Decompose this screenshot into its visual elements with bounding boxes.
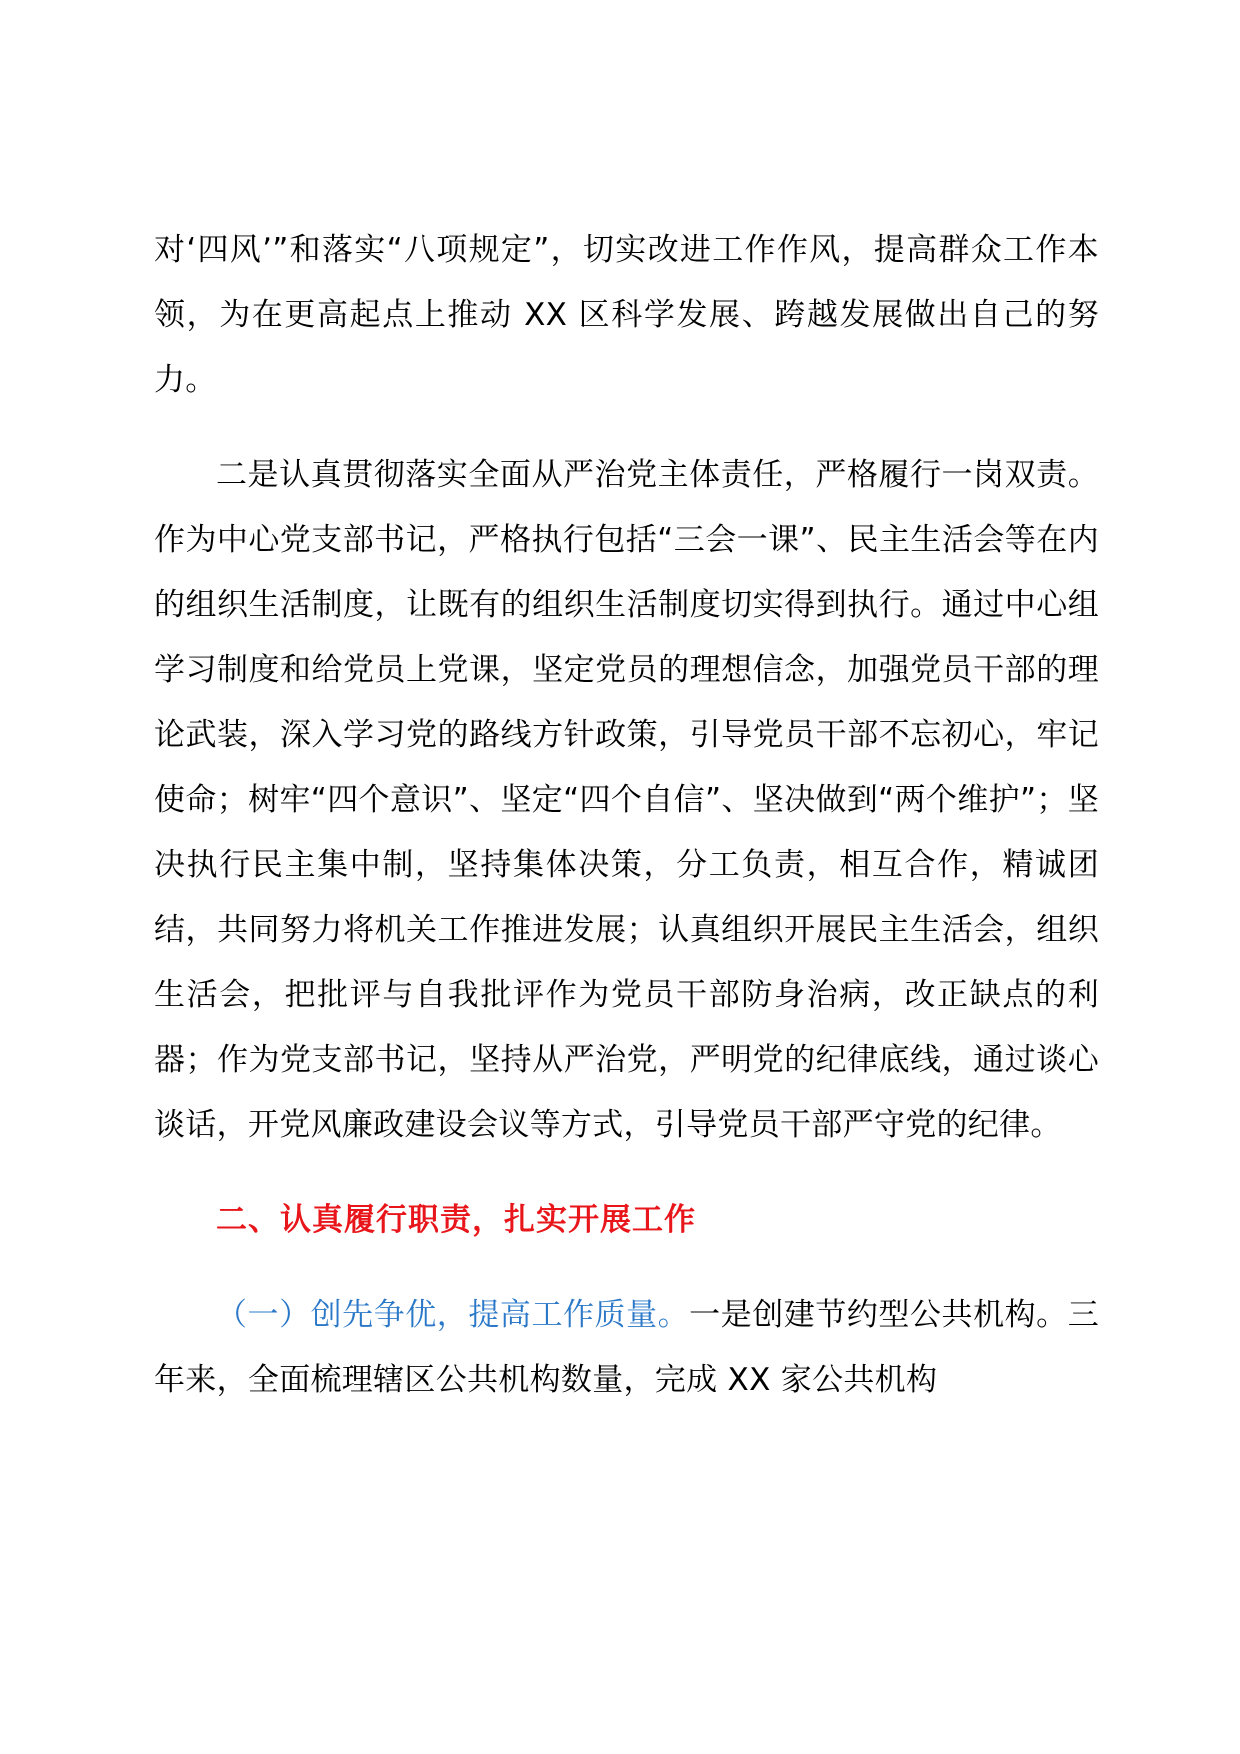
paragraph-party-responsibility: 二是认真贯彻落实全面从严治党主体责任，严格履行一岗双责。作为中心党支部书记，严格执行包括“三会一课”、民主生活会等在内的组织生活制度，让既有的组织生活制度切实得到执行。通过中心组学习制度和给党员上党课，坚定党员的理想信念，加强党员干部的理论武装，深入学习党的路线方针政策，引导党员干部不忘初心，牢记使命；树牢“四个意识”、坚定“四个自信”、坚决做到“两个维护”；坚决执行民主集中制，坚持集体决策，分工负责，相互合作，精诚团结，共同努力将机关工作推进发展；认真组织开展民主生活会，组织生活会，把批评与自我批评作为党员干部防身治病，改正缺点的利器；作为党支部书记，坚持从严治党，严明党的纪律底线，通过谈心谈话，开党风廉政建设会议等方式，引导党员干部严守党的纪律。 [154, 457, 1099, 1143]
subsection-title: （一）创先争优，提高工作质量。 [216, 1297, 690, 1333]
paragraph-subsection [154, 1283, 1099, 1413]
document-body [154, 218, 1099, 1413]
subsection-text: 一是创建节约型公共机构。三年来，全面梳理辖区公共机构数量，完成 XX 家公共机构 [154, 1297, 1100, 1398]
paragraph-continuation: 对‘四风’”和落实“八项规定”，切实改进工作作风，提高群众工作本领，为在更高起点上推动 XX 区科学发展、跨越发展做出自己的努力。 [154, 232, 1099, 398]
section-heading: 二、认真履行职责，扎实开展工作 [216, 1202, 696, 1238]
